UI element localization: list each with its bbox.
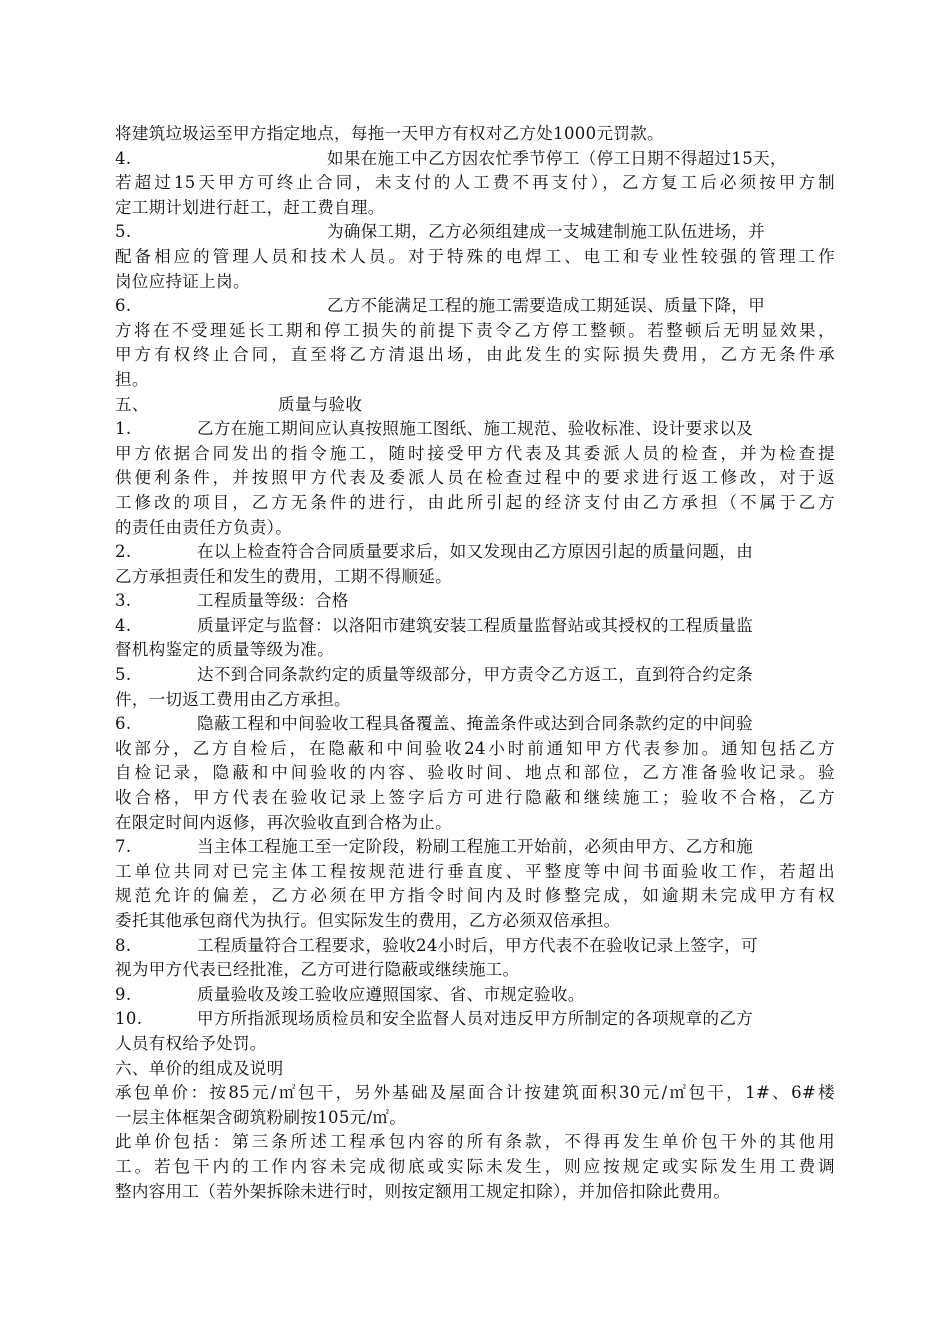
text-line: 担。 xyxy=(115,369,149,389)
text-line: 承包单价：按85元/㎡包干，另外基础及屋面合计按建筑面积30元/㎡包干，1#、6#楼 xyxy=(115,1083,835,1103)
clause-number: 5. xyxy=(115,665,132,685)
clause-number: 7. xyxy=(115,837,132,857)
text-line: 甲方有权终止合同，直至将乙方清退出场，由此发生的实际损失费用，乙方无条件承 xyxy=(115,345,835,365)
text-line: 若超过15天甲方可终止合同，未支付的人工费不再支付），乙方复工后必须按甲方制 xyxy=(115,173,835,193)
clause-line: 8. 工程质量符合工程要求，验收24小时后，甲方代表不在验收记录上签字，可 xyxy=(115,934,835,959)
clause-number: 4. xyxy=(115,615,132,635)
text-line: 收部分，乙方自检后，在隐蔽和中间验收24小时前通知甲方代表参加。通知包括乙方 xyxy=(115,738,835,758)
text-line: 定工期计划进行赶工，赶工费自理。 xyxy=(115,197,385,217)
text-line: 供便利条件，并按照甲方代表及委派人员在检查过程中的要求进行返工修改，对于返 xyxy=(115,468,835,488)
text-line: 一层主体框架含砌筑粉刷按105元/㎡。 xyxy=(115,1107,407,1127)
text-line: 将建筑垃圾运至甲方指定地点，每拖一天甲方有权对乙方处1000元罚款。 xyxy=(115,124,664,143)
text-line: 工单位共同对已完主体工程按规范进行垂直度、平整度等中间书面验收工作，若超出 xyxy=(115,861,835,881)
clause-number: 3. xyxy=(115,591,132,611)
text-line: 配备相应的管理人员和技术人员。对于特殊的电焊工、电工和专业性较强的管理工作 xyxy=(115,246,835,266)
clause-number: 10. xyxy=(115,1009,143,1029)
text-line: 视为甲方代表已经批准，乙方可进行隐蔽或继续施工。 xyxy=(115,960,520,980)
clause-line: 10. 甲方所指派现场质检员和安全监督人员对违反甲方所制定的各项规章的乙方 xyxy=(115,1007,835,1032)
text-line: 件，一切返工费用由乙方承担。 xyxy=(115,689,351,709)
clause-number: 6. xyxy=(115,296,132,316)
clause-line: 7. 当主体工程施工至一定阶段，粉刷工程施工开始前，必须由甲方、乙方和施 xyxy=(115,835,835,860)
text-line: 此单价包括：第三条所述工程承包内容的所有条款，不得再发生单价包干外的其他用 xyxy=(115,1132,835,1152)
clause-number: 2. xyxy=(115,542,132,562)
clause-line: 1. 乙方在施工期间应认真按照施工图纸、施工规范、验收标准、设计要求以及 xyxy=(115,417,835,442)
clause-line: 4. 如果在施工中乙方因农忙季节停工（停工日期不得超过15天， xyxy=(115,147,835,172)
clause-number: 8. xyxy=(115,935,132,955)
text-line: 委托其他承包商代为执行。但实际发生的费用，乙方必须双倍承担。 xyxy=(115,911,621,930)
section-heading: 六、单价的组成及说明 xyxy=(115,1058,284,1078)
text-line: 规范允许的偏差，乙方必须在甲方指令时间内及时修整完成，如逾期未完成甲方有权 xyxy=(115,886,835,906)
section-number: 五、 xyxy=(115,394,149,414)
text-line: 督机构鉴定的质量等级为准。 xyxy=(115,640,335,660)
clause-line: 3. 工程质量等级：合格 xyxy=(115,589,835,614)
clause-line: 9. 质量验收及竣工验收应遵照国家、省、市规定验收。 xyxy=(115,983,835,1008)
text-line: 工。若包干内的工作内容未完成彻底或实际未发生，则应按规定或实际发生用工费调 xyxy=(115,1156,835,1176)
clause-line: 5. 达不到合同条款约定的质量等级部分，甲方责令乙方返工，直到符合约定条 xyxy=(115,663,835,688)
text-line: 方将在不受理延长工期和停工损失的前提下责令乙方停工整顿。若整顿后无明显效果， xyxy=(115,320,835,340)
text-line: 岗位应持证上岗。 xyxy=(115,271,250,291)
clause-number: 1. xyxy=(115,419,132,439)
clause-line: 6. 乙方不能满足工程的施工需要造成工期延误、质量下降，甲 xyxy=(115,294,835,319)
text-line: 的责任由责任方负责）。 xyxy=(115,517,293,537)
text-line: 人员有权给予处罚。 xyxy=(115,1033,267,1053)
clause-line: 5. 为确保工期，乙方必须组建成一支城建制施工队伍进场，并 xyxy=(115,220,835,245)
clause-number: 6. xyxy=(115,714,132,734)
text-line: 工修改的项目，乙方无条件的进行，由此所引起的经济支付由乙方承担（不属于乙方 xyxy=(115,492,835,512)
section-heading: 五、 质量与验收 xyxy=(115,393,835,418)
clause-line: 6. 隐蔽工程和中间验收工程具备覆盖、掩盖条件或达到合同条款约定的中间验 xyxy=(115,712,835,737)
text-line: 自检记录，隐蔽和中间验收的内容、验收时间、地点和部位，乙方准备验收记录。验 xyxy=(115,763,835,783)
text-line: 乙方承担责任和发生的费用，工期不得顺延。 xyxy=(115,566,452,586)
clause-number: 5. xyxy=(115,222,132,242)
text-line: 整内容用工（若外架拆除未进行时，则按定额用工规定扣除），并加倍扣除此费用。 xyxy=(115,1181,731,1201)
clause-number: 4. xyxy=(115,148,132,168)
text-line: 在限定时间内返修，再次验收直到合格为止。 xyxy=(115,812,452,832)
text-line: 甲方依据合同发出的指令施工，随时接受甲方代表及其委派人员的检查，并为检查提 xyxy=(115,443,835,463)
clause-line: 4. 质量评定与监督：以洛阳市建筑安装工程质量监督站或其授权的工程质量监 xyxy=(115,614,835,639)
text-line: 收合格，甲方代表在验收记录上签字后方可进行隐蔽和继续施工；验收不合格，乙方 xyxy=(115,788,835,808)
clause-line: 2. 在以上检查符合合同质量要求后，如又发现由乙方原因引起的质量问题，由 xyxy=(115,540,835,565)
clause-number: 9. xyxy=(115,984,132,1004)
document-page xyxy=(115,122,835,1204)
